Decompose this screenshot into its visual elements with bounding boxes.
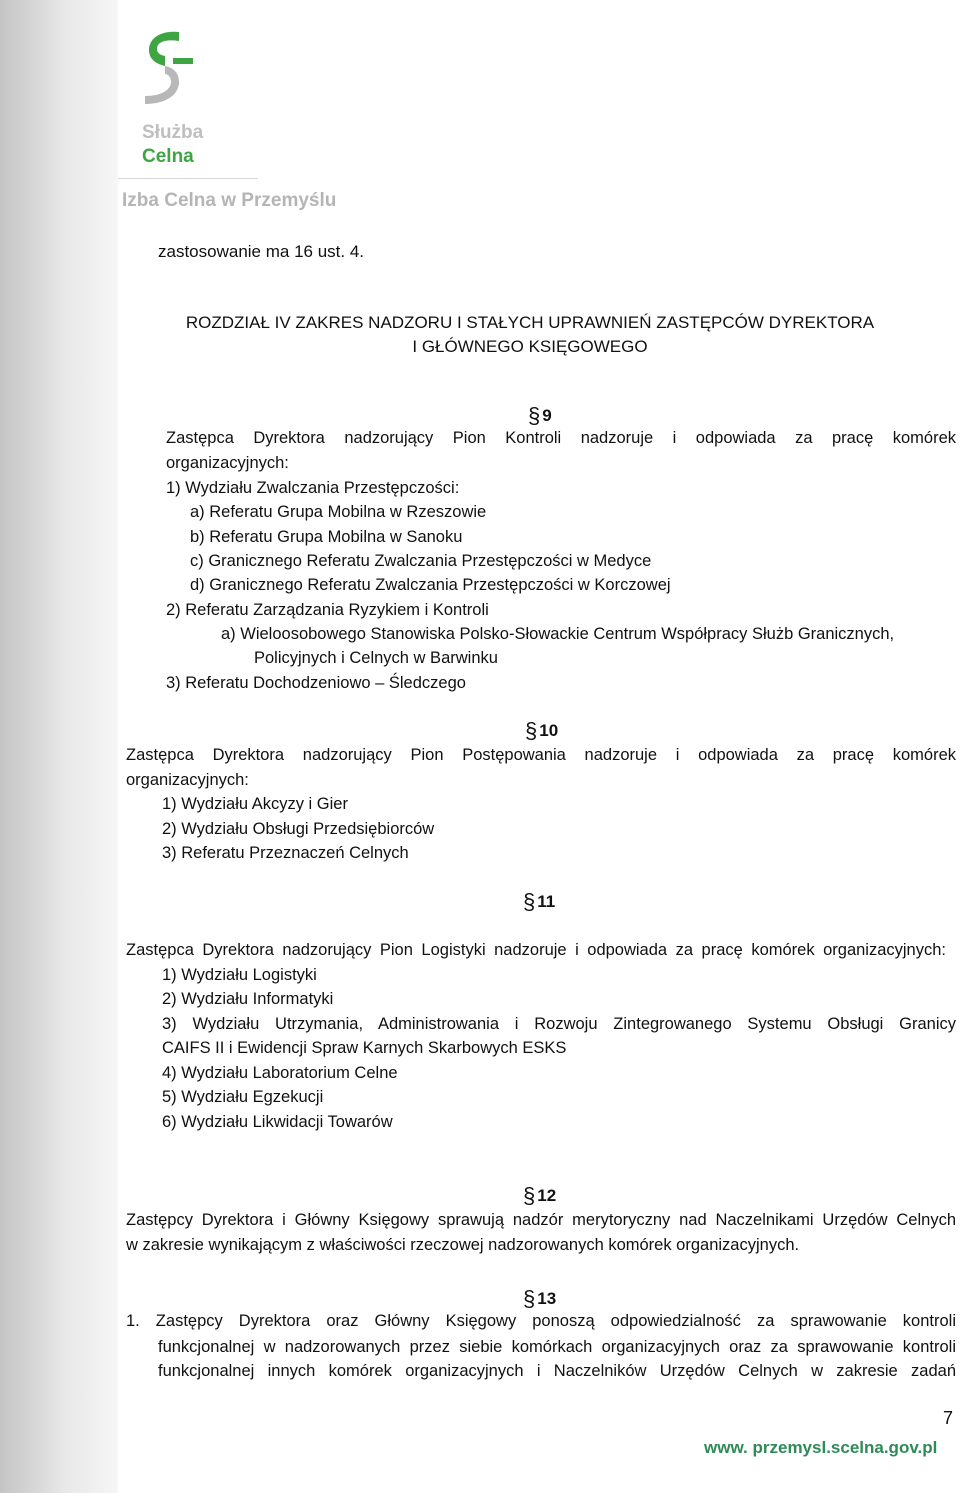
header-divider bbox=[118, 178, 258, 179]
section-heading-9: § 9 bbox=[528, 403, 552, 428]
list-item: a) Wieloosobowego Stanowiska Polsko-Słowackie Centrum Współpracy Służb Granicznych, bbox=[221, 625, 895, 643]
section-heading-10: § 10 bbox=[525, 718, 559, 743]
list-item: 3) Wydziału Utrzymania, Administrowania i Rozwoju Zintegrowanego Systemu Obsługi Granicy bbox=[162, 1015, 956, 1033]
list-item: 6) Wydziału Likwidacji Towarów bbox=[162, 1113, 393, 1131]
list-item: Policyjnych i Celnych w Barwinku bbox=[254, 649, 498, 667]
section-12-line-2: w zakresie wynikającym z właściwości rzeczowej nadzorowanych komórek organizacyjnych. bbox=[126, 1236, 800, 1254]
section-9-intro-b: organizacyjnych: bbox=[166, 454, 289, 472]
list-item: 1) Wydziału Akcyzy i Gier bbox=[162, 795, 348, 813]
list-item: 5) Wydziału Egzekucji bbox=[162, 1088, 324, 1106]
section-12-line-1: Zastępcy Dyrektora i Główny Księgowy sprawują nadzór merytoryczny nad Naczelnikami Urzędów Celnych bbox=[126, 1211, 956, 1229]
section-13-line-1: 1. Zastępcy Dyrektora oraz Główny Księgowy ponoszą odpowiedzialność za sprawowanie kontroli bbox=[126, 1312, 956, 1330]
footer-url: www. przemysl.scelna.gov.pl bbox=[704, 1438, 938, 1457]
left-gray-sidebar bbox=[0, 0, 118, 1493]
list-item: 1) Wydziału Zwalczania Przestępczości: bbox=[166, 479, 460, 497]
list-item: a) Referatu Grupa Mobilna w Rzeszowie bbox=[190, 503, 487, 521]
chapter-title-line-1: ROZDZIAŁ IV ZAKRES NADZORU I STAŁYCH UPRAWNIEŃ ZASTĘPCÓW DYREKTORA bbox=[185, 313, 875, 332]
section-10-intro-b: organizacyjnych: bbox=[126, 771, 249, 789]
section-11-intro: Zastępca Dyrektora nadzorujący Pion Logistyki nadzoruje i odpowiada za pracę komórek organizacyjnych: bbox=[126, 941, 946, 959]
brand-name-line-2: Celna bbox=[142, 146, 194, 167]
section-9-intro-a: Zastępca Dyrektora nadzorujący Pion Kontroli nadzoruje i odpowiada za pracę komórek bbox=[166, 429, 956, 447]
list-item: 3) Referatu Dochodzeniowo – Śledczego bbox=[166, 674, 466, 692]
list-item: 2) Referatu Zarządzania Ryzykiem i Kontroli bbox=[166, 601, 489, 619]
list-item: 3) Referatu Przeznaczeń Celnych bbox=[162, 844, 409, 862]
section-10-intro-a: Zastępca Dyrektora nadzorujący Pion Postępowania nadzoruje i odpowiada za pracę komórek bbox=[126, 746, 956, 764]
list-item: b) Referatu Grupa Mobilna w Sanoku bbox=[190, 528, 463, 546]
section-heading-13: § 13 bbox=[523, 1286, 557, 1311]
brand-name-line-1: Służba bbox=[142, 122, 204, 143]
list-item: c) Granicznego Referatu Zwalczania Przestępczości w Medyce bbox=[190, 552, 652, 570]
page-number: 7 bbox=[943, 1408, 954, 1428]
intro-line: zastosowanie ma 16 ust. 4. bbox=[158, 242, 365, 261]
section-heading-12: § 12 bbox=[523, 1183, 557, 1208]
list-item: 1) Wydziału Logistyki bbox=[162, 966, 317, 984]
section-heading-11: § 11 bbox=[523, 889, 556, 914]
list-item: d) Granicznego Referatu Zwalczania Przestępczości w Korczowej bbox=[190, 576, 671, 594]
list-item: 2) Wydziału Informatyki bbox=[162, 990, 334, 1008]
office-name: Izba Celna w Przemyślu bbox=[122, 190, 337, 211]
list-item: 4) Wydziału Laboratorium Celne bbox=[162, 1064, 398, 1082]
chapter-title-line-2: I GŁÓWNEGO KSIĘGOWEGO bbox=[412, 337, 648, 356]
section-13-line-2: funkcjonalnej w nadzorowanych przez siebie komórkach organizacyjnych oraz za sprawowanie kontroli bbox=[158, 1338, 956, 1356]
sluzba-celna-logo-icon bbox=[135, 28, 195, 108]
list-item: CAIFS II i Ewidencji Spraw Karnych Skarbowych ESKS bbox=[162, 1039, 567, 1057]
section-13-line-3: funkcjonalnej innych komórek organizacyjnych i Naczelników Urzędów Celnych w zakresie zadań bbox=[158, 1362, 956, 1380]
list-item: 2) Wydziału Obsługi Przedsiębiorców bbox=[162, 820, 435, 838]
